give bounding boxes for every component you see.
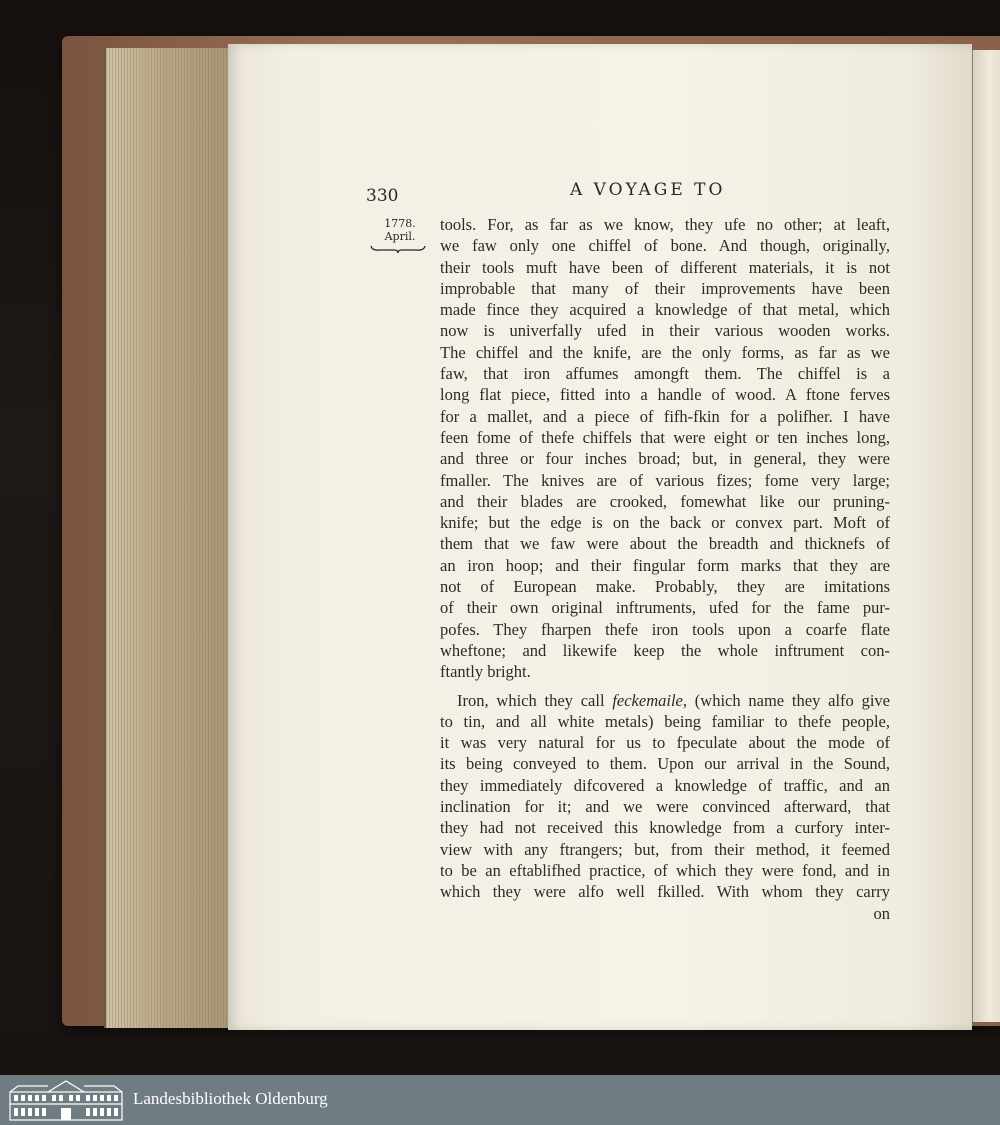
- paragraph-1: [440, 214, 890, 683]
- text-line: and their blades are crooked, fomewhat like our pruning-: [440, 491, 890, 511]
- text-line: feen fome of thefe chiffels that were eight or ten inches long,: [440, 427, 890, 447]
- text-line: Iron, which they call feckemaile, (which name they alfo give: [457, 690, 890, 710]
- text-line: faw, that iron affumes amongft them. The chiffel is a: [440, 364, 890, 384]
- text-line: they immediately difcovered a knowledge of traffic, and an: [440, 775, 890, 795]
- text-line: to tin, and all white metals) being familiar to thefe people,: [440, 711, 890, 731]
- text-line: wheftone; and likewife keep the whole inftrument con-: [440, 640, 890, 660]
- text-line: its being conveyed to them. Upon our arrival in the Sound,: [440, 754, 890, 774]
- text-line: them that we faw were about the breadth and thicknefs of: [440, 534, 890, 554]
- library-name: Landesbibliothek Oldenburg: [133, 1089, 328, 1108]
- italic-term: feckemaile: [612, 690, 683, 710]
- text-line: pofes. They fharpen thefe iron tools upon a coarfe flate: [440, 619, 890, 639]
- text-line: tools. For, as far as we know, they ufe no other; at leaft,: [440, 215, 890, 234]
- margin-date-note: [370, 217, 430, 253]
- text-line: they had not received this knowledge from a curfory inter-: [440, 818, 890, 838]
- text-line: an iron hoop; and their fingular form marks that they are: [440, 555, 890, 575]
- margin-year: 1778.: [384, 217, 416, 230]
- text-line: made fince they acquired a knowledge of that metal, which: [440, 300, 890, 320]
- text-line: view with any ftrangers; but, from their method, it feemed: [440, 839, 890, 859]
- catchword: on: [873, 903, 890, 923]
- text-line: not of European make. Probably, they are imitations: [440, 577, 890, 597]
- text-line: it was very natural for us to fpeculate about the mode of: [440, 733, 890, 753]
- body-text: [440, 214, 890, 924]
- text-line: which they were alfo well fkilled. With whom they carry: [440, 882, 890, 902]
- running-head: A VOYAGE TO: [570, 180, 726, 200]
- text-line: long flat piece, fitted into a handle of wood. A ftone ferves: [440, 385, 890, 405]
- paragraph-2: [440, 690, 890, 903]
- text-line: of their own original inftruments, ufed for the fame pur-: [440, 598, 890, 618]
- text-line: now is univerfally ufed in their various wooden works.: [440, 321, 890, 341]
- text-line: inclination for it; and we were convinced afterward, that: [440, 797, 890, 817]
- text-line: to be an eftablifhed practice, of which they were fond, and in: [440, 860, 890, 880]
- facing-page-edge: [972, 50, 1000, 1022]
- text-line: and three or four inches broad; but, in general, they were: [440, 449, 890, 469]
- page-number: 330: [366, 186, 399, 206]
- text-line: improbable that many of their improvements have been: [440, 278, 890, 298]
- text-line: their tools muft have been of different materials, it is not: [440, 257, 890, 277]
- text-line: fmaller. The knives are of various fizes; fome very large;: [440, 470, 890, 490]
- text-line: we faw only one chiffel of bone. And though, originally,: [440, 236, 890, 256]
- library-building-icon: [8, 1078, 124, 1122]
- footer-bar: [0, 1075, 1000, 1125]
- brace-icon: [370, 245, 426, 253]
- page-block-edges: [104, 48, 232, 1028]
- text-line: ftantly bright.: [440, 662, 531, 682]
- text-line: The chiffel and the knife, are the only forms, as far as we: [440, 342, 890, 362]
- text-line: knife; but the edge is on the back or convex part. Moft of: [440, 513, 890, 533]
- margin-month: April.: [384, 230, 416, 243]
- text-line: for a mallet, and a piece of fifh-fkin for a polifher. I have: [440, 406, 890, 426]
